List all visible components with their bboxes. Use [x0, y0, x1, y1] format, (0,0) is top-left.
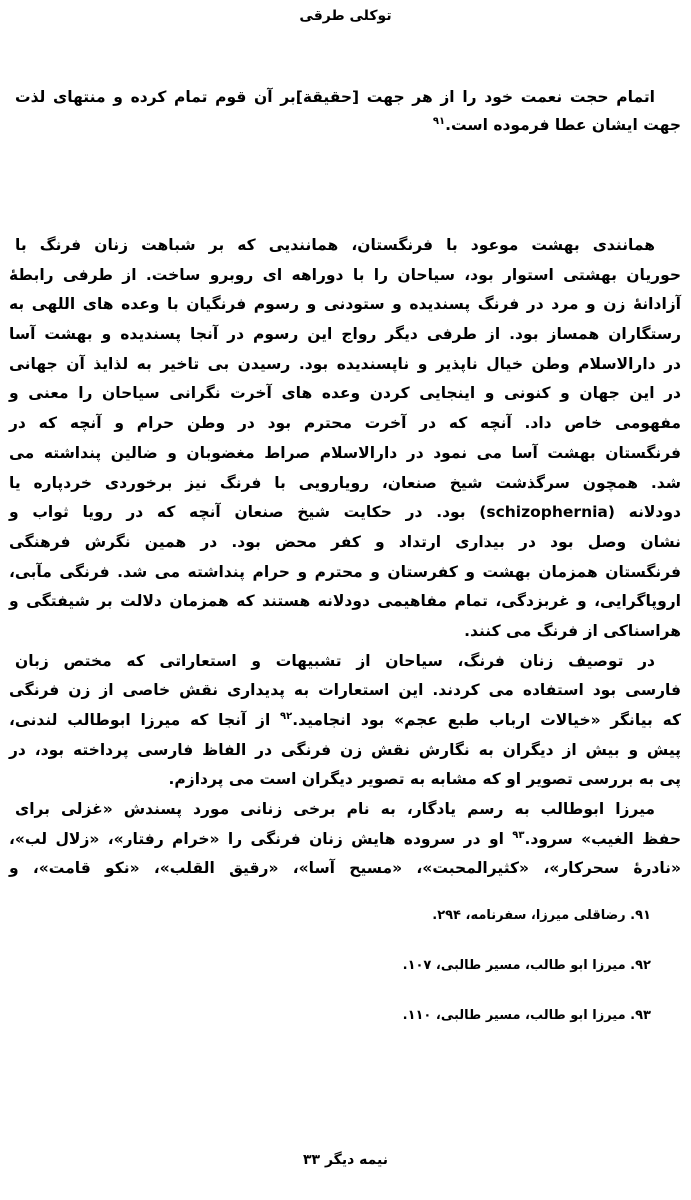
footnote: ۹۱. رضاقلی میرزا، سفرنامه، ۲۹۴.: [432, 908, 651, 923]
body-line: میرزا ابوطالب به رسم یادگار، به نام برخی زنانی مورد پسندش «غزلی برای: [15, 800, 655, 818]
quote-line: [9, 114, 681, 136]
body-line: نشان وصل بود در بیداری ارتداد و کفر محض بود. در همین نگرش فرهنگی: [9, 533, 681, 551]
body-text: او در سروده هایش زنان فرنگی را «خرام رفتار»، «زلال لب»،: [9, 830, 513, 848]
body-line: فرنگستان بهشت آسا می نمود در دارالاسلام صراط مغضوبان و ضالین پنداشته می: [9, 444, 681, 462]
body-line: آزادانهٔ زن و مرد در فرنگ پسندیده و ستودنی و رسوم فرنگیان با وعده های اللهی به: [9, 295, 681, 313]
body-line: در این جهان و کنونی و اینجایی کردن وعده های آخرت نگرانی سیاحان را معنی و: [9, 384, 681, 402]
body-line: پیش و بیش از دیگران به نگارش نقش زن فرنگی در الفاظ فارسی پرداخته بود، در: [9, 741, 681, 759]
footnote-ref: ۹۲: [280, 710, 293, 722]
body-line: دودلانه (schizophernia) بود. در حکایت شیخ صنعان آنچه که در رویا ثواب و: [9, 503, 681, 521]
body-line: فارسی بود استفاده می کردند. این استعارات به پدیداری نقش خاصی از زن فرنگی: [9, 681, 681, 699]
body-line: مفهومی خاص داد. آنچه که در آخرت محترم بود در وطن حرام و آنچه که در: [9, 414, 681, 432]
body-line: اروپاگرایی، و غربزدگی، تمام مفاهیمی دودلانه هستند که همزمان دلالت بر شیفتگی و: [9, 592, 681, 610]
body-text: از آنجا که میرزا ابوطالب لندنی،: [9, 711, 281, 729]
page-footer: نیمه دیگر ۳۳: [303, 1152, 388, 1168]
running-header: توکلی طرقی: [299, 8, 392, 24]
body-line: در دارالاسلام وطن خیال ناپذیر و ناپسندیده بود. رسیدن بی تاخیر به لذایذ آن جهانی: [9, 355, 681, 373]
body-line: همانندی بهشت موعود با فرنگستان، همانندیی که بر شباهت زنان فرنگ با: [15, 236, 655, 254]
body-line: رستگاران همساز بود. از طرفی دیگر رواج این رسوم در آنجا پسندیده و بهشت آسا: [9, 325, 681, 343]
footnote-ref: ۹۳: [512, 829, 525, 841]
body-line: شد. همچون سرگذشت شیخ صنعان، رویارویی با فرنگ نیز برخوردی خردپاره یا: [9, 474, 681, 492]
body-line: در توصیف زنان فرنگ، سیاحان از تشبیهات و استعاراتی که مختص زبان: [15, 652, 655, 670]
body-line: «نادرهٔ سحرکار»، «کثیرالمحبت»، «مسیح آسا»، «رقیق القلب»، «نکو قامت»، و: [9, 859, 681, 877]
footnote-ref: ۹۱: [432, 115, 446, 127]
body-text: که بیانگر «خیالات ارباب طبع عجم» بود انجامید.: [292, 711, 681, 729]
body-line: [9, 828, 681, 850]
body-line: [9, 709, 681, 731]
body-text: حفظ الغیب» سرود.: [524, 830, 681, 848]
body-line: پی به بررسی تصویر او که مشابه به تصویر دیگران است می پردازم.: [168, 770, 681, 788]
body-line: حوریان بهشتی استوار بود، سیاحان را با دوراهه ای روبرو ساخت. از طرفی رابطهٔ: [9, 266, 681, 284]
footnote: ۹۲. میرزا ابو طالب، مسیر طالبی، ۱۰۷.: [402, 958, 651, 973]
body-line: هراسناکی از فرنگ می کنند.: [464, 622, 681, 640]
body-line: فرنگستان همزمان بهشت و کفرستان و محترم و حرام پنداشته می شد. فرنگی مآبی،: [9, 563, 681, 581]
quote-text: جهت ایشان عطا فرموده است.: [445, 116, 681, 134]
footnote: ۹۳. میرزا ابو طالب، مسیر طالبی، ۱۱۰.: [402, 1008, 651, 1023]
quote-line: اتمام حجت نعمت خود را از هر جهت [حقیقة]بر آن قوم تمام کرده و منتهای لذت: [15, 88, 655, 106]
